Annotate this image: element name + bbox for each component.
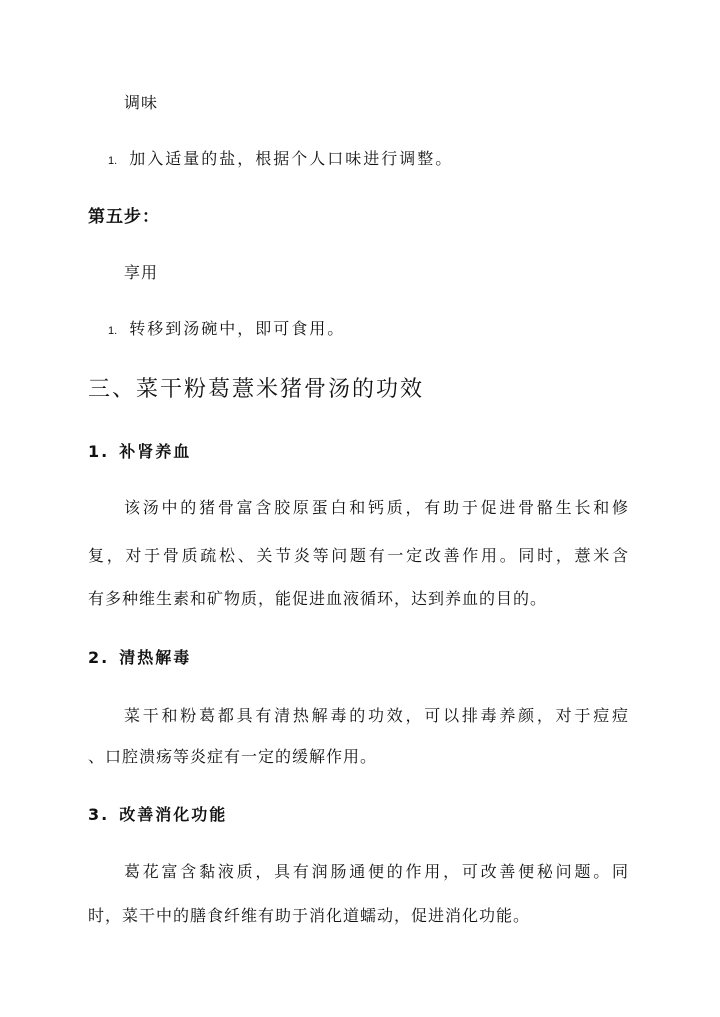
benefit-title: 补肾养血: [119, 442, 192, 461]
section-three-heading: 三、菜干粉葛薏米猪骨汤的功效: [88, 377, 425, 402]
paragraph-line: 该汤中的猪骨富含胶原蛋白和钙质，有助于促进骨骼生长和修: [124, 498, 628, 517]
benefit-heading-2: [88, 645, 191, 668]
benefit-heading-1: [88, 439, 191, 462]
benefit-title: 清热解毒: [119, 648, 192, 667]
paragraph-line: 有多种维生素和矿物质，能促进血液循环，达到养血的目的。: [88, 589, 548, 608]
benefit-number: 1.: [88, 442, 110, 461]
serve-subhead: 享用: [124, 263, 159, 282]
paragraph-line: 、口腔溃疡等炎症有一定的缓解作用。: [88, 747, 378, 766]
paragraph-line: 时，菜干中的膳食纤维有助于消化道蠕动，促进消化功能。: [88, 906, 531, 925]
benefit-number: 2.: [88, 648, 110, 667]
seasoning-list-item: [108, 146, 453, 169]
step-five-heading: 第五步：: [88, 207, 160, 227]
paragraph-line: 复，对于骨质疏松、关节炎等问题有一定改善作用。同时，薏米含: [88, 546, 628, 565]
benefit-number: 3.: [88, 805, 110, 824]
list-number: 1.: [108, 155, 118, 167]
list-item-text: 加入适量的盐，根据个人口味进行调整。: [129, 149, 454, 168]
benefit-heading-3: [88, 802, 227, 825]
list-number: 1.: [108, 325, 118, 337]
serve-list-item: [108, 316, 345, 339]
seasoning-subhead: 调味: [124, 93, 159, 112]
paragraph-line: 葛花富含黏液质，具有润肠通便的作用，可改善便秘问题。同: [124, 862, 628, 881]
paragraph-line: 菜干和粉葛都具有清热解毒的功效，可以排毒养颜，对于痘痘: [124, 706, 628, 725]
benefit-title: 改善消化功能: [119, 805, 228, 824]
list-item-text: 转移到汤碗中，即可食用。: [129, 319, 346, 338]
